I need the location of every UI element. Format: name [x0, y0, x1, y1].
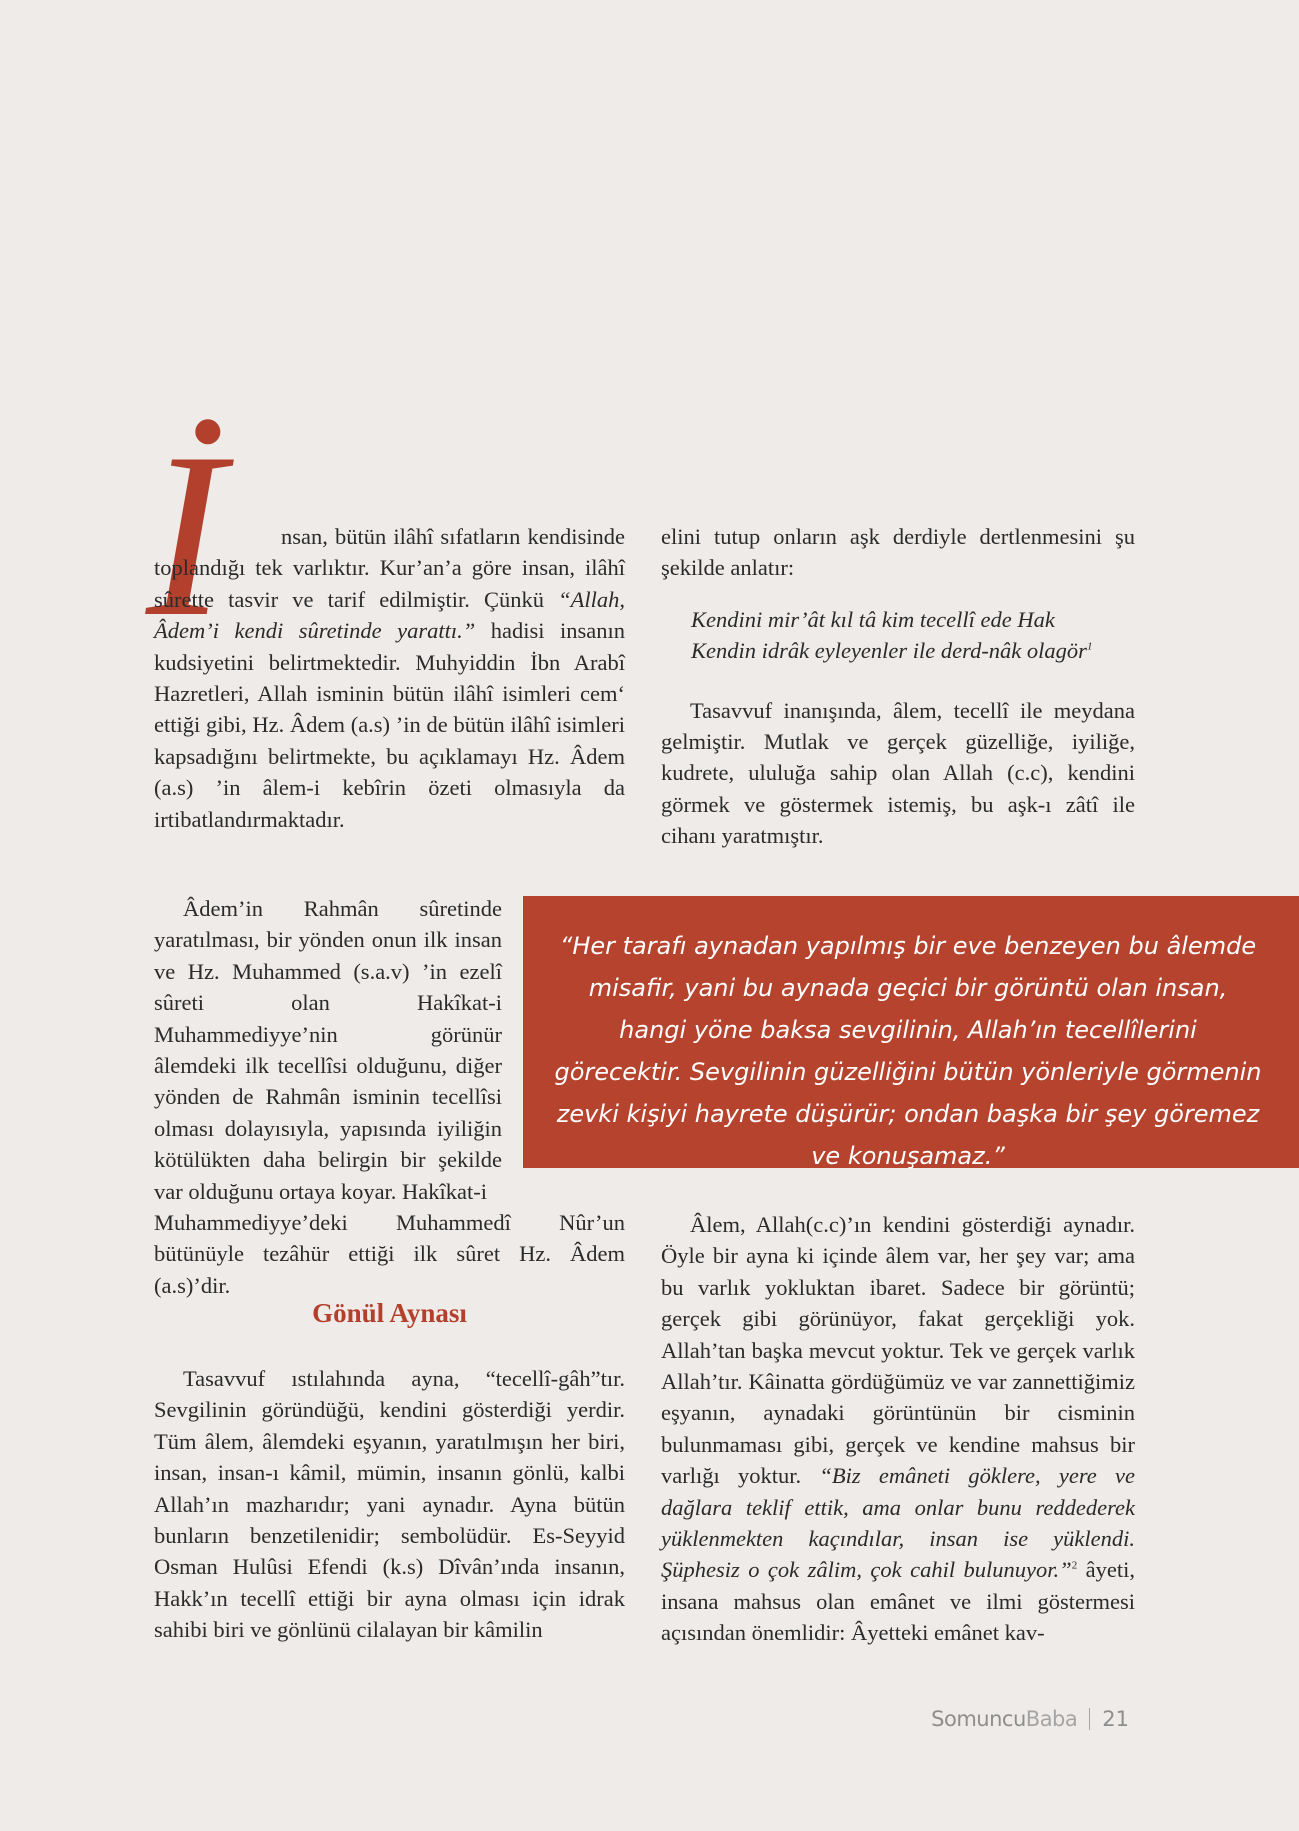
- column-2-top: [661, 521, 1135, 852]
- section-heading: Gönül Aynası: [312, 1298, 467, 1328]
- column-1-middle: [154, 893, 625, 1301]
- verse-line-1: Kendini mir’ât kıl tâ kim tecellî ede Hak: [691, 606, 1055, 632]
- mirror-paragraph: Tasavvuf ıstılahında ayna, “tecellî-gâh”tır. Sevgilinin göründüğü, kendini gösterdiği yerdir. Tüm âlem, âlemdeki eşyanın, yaratılmışın her biri, insan, insan-ı kâmil, mümin, insanın gönlü, kalbi Allah’ın mazharıdır; yani aynadır. Ayna bütün bunların benzetilenidir; sembolüdür. Es-Seyyid Osman Hulûsi Efendi (k.s) Dîvân’ında insanın, Hakk’ın tecellî ettiği bir ayna olması için idrak sahibi biri ve gönlünü cilalayan bir kâmilin: [154, 1366, 625, 1643]
- pull-quote-text: “Her tarafı aynadan yapılmış bir eve benzeyen bu âlemde misafir, yani bu aynada geçici bir görüntü olan insan, hangi yöne baksa sevgilinin, Allah’ın tecellîlerini görecektir. Sevgilinin güzelliğini bütün yönleriyle görmenin zevki kişiyi hayrete düşürür; ondan başka bir şey göremez ve konuşamaz.”: [554, 932, 1262, 1170]
- footnote-marker-1: 1: [1086, 640, 1093, 653]
- alem-paragraph: Âlem, Allah(c.c)’ın kendini gösterdiği aynadır. Öyle bir ayna ki içinde âlem var, her şey var; ama bu varlık yokluktan ibaret. Sadece bir görüntü; gerçek gibi görünüyor, fakat gerçekliği yok. Allah’tan başka mevcut yoktur. Tek ve gerçek varlık Allah’tır. Kâinatta gördüğümüz ve var zannettiğimiz eşyanın, aynadaki görüntünün bir cisminin bulunmaması gibi, gerçek ve kendine mahsus bir varlığı yoktur. “Biz emâneti göklere, yere ve dağlara teklif ettik, ama onlar bunu reddederek yüklenmekten kaçındılar, insan ise yüklendi. Şüphesiz o çok zâlim, çok cahil bulunuyor.”$^2$ âyeti, insana mahsus olan emânet ve ilmi göstermesi açısından önemlidir: Âyetteki emânet kav-: [661, 1212, 1135, 1646]
- brand-name-part2: Baba: [1025, 1707, 1078, 1731]
- pull-quote-box: [523, 896, 1299, 1168]
- footer-divider: [1089, 1708, 1090, 1730]
- ayah-quote: “Biz emâneti göklere, yere ve dağlara teklif ettik, ama onlar bunu reddederek yüklenmekten kaçındılar, insan ise yüklendi. Şüphesiz o çok zâlim, çok cahil bulunuyor.”: [661, 1463, 1135, 1583]
- adem-paragraph-narrow: Âdem’in Rahmân sûretinde yaratılması, bir yönden onun ilk insan ve Hz. Muhammed (s.a.v) ’in ezelî sûreti olan Hakîkat-i Muhammediyye’nin görünür âlemdeki ilk tecellîsi olduğunu, diğer yönden de Rahmân isminin tecellîsi olması dolayısıyla, yapısında iyiliğin kötülükten daha belirgin bir şekilde var olduğunu ortaya koyar. Hakîkat-i: [154, 896, 502, 1204]
- intro-paragraph: [154, 521, 625, 835]
- page-footer: [931, 1704, 1129, 1734]
- verse-line-2: Kendin idrâk eyleyenler ile derd-nâk olagör$^1$: [691, 638, 1093, 664]
- adem-paragraph-full: Muhammediyye’deki Muhammedî Nûr’un bütünüyle tezâhür ettiği ilk sûret Hz. Âdem (a.s)’dir.: [154, 1210, 625, 1298]
- col2-paragraph-1: elini tutup onların aşk derdiyle dertlenmesini şu şekilde anlatır:: [661, 524, 1135, 581]
- column-2-bottom: [661, 1209, 1135, 1649]
- verse-block: [691, 604, 1135, 667]
- brand-name-part1: Somuncu: [931, 1707, 1026, 1731]
- drop-cap: İ: [146, 405, 225, 666]
- col2-paragraph-2: Tasavvuf inanışında, âlem, tecellî ile meydana gelmiştir. Mutlak ve gerçek güzelliğe, iyiliğe, kudrete, ululuğa sahip olan Allah (c.c), kendini görmek ve göstermek istemiş, bu aşk-ı zâtî ile cihanı yaratmıştır.: [661, 697, 1135, 849]
- intro-text-a: nsan, bütün ilâhî sıfatların kendisinde toplandığı tek varlıktır. Kur’an’a göre insan, ilâhî sûrette tasvir ve tarif edilmiştir. Çünkü: [154, 524, 625, 612]
- column-1-bottom: [154, 1363, 625, 1646]
- intro-text-b: hadisi insanın kudsiyetini belirtmektedir. Muhyiddin İbn Arabî Hazretleri, Allah isminin bütün ilâhî isimleri cem‘ ettiği gibi, Hz. Âdem (a.s) ’in de bütün ilâhî isimleri kapsadığını belirtmekte, bu açıklamayı Hz. Âdem (a.s) ’in âlem-i kebîrin özeti olmasıyla da irtibatlandırmaktadır.: [154, 618, 625, 832]
- hadith-quote: “Allah, Âdem’i kendi sûretinde yarattı.”: [154, 586, 625, 644]
- footnote-marker-2: 2: [1071, 1559, 1078, 1572]
- page-number: 21: [1102, 1707, 1129, 1731]
- column-1-top: [154, 521, 625, 835]
